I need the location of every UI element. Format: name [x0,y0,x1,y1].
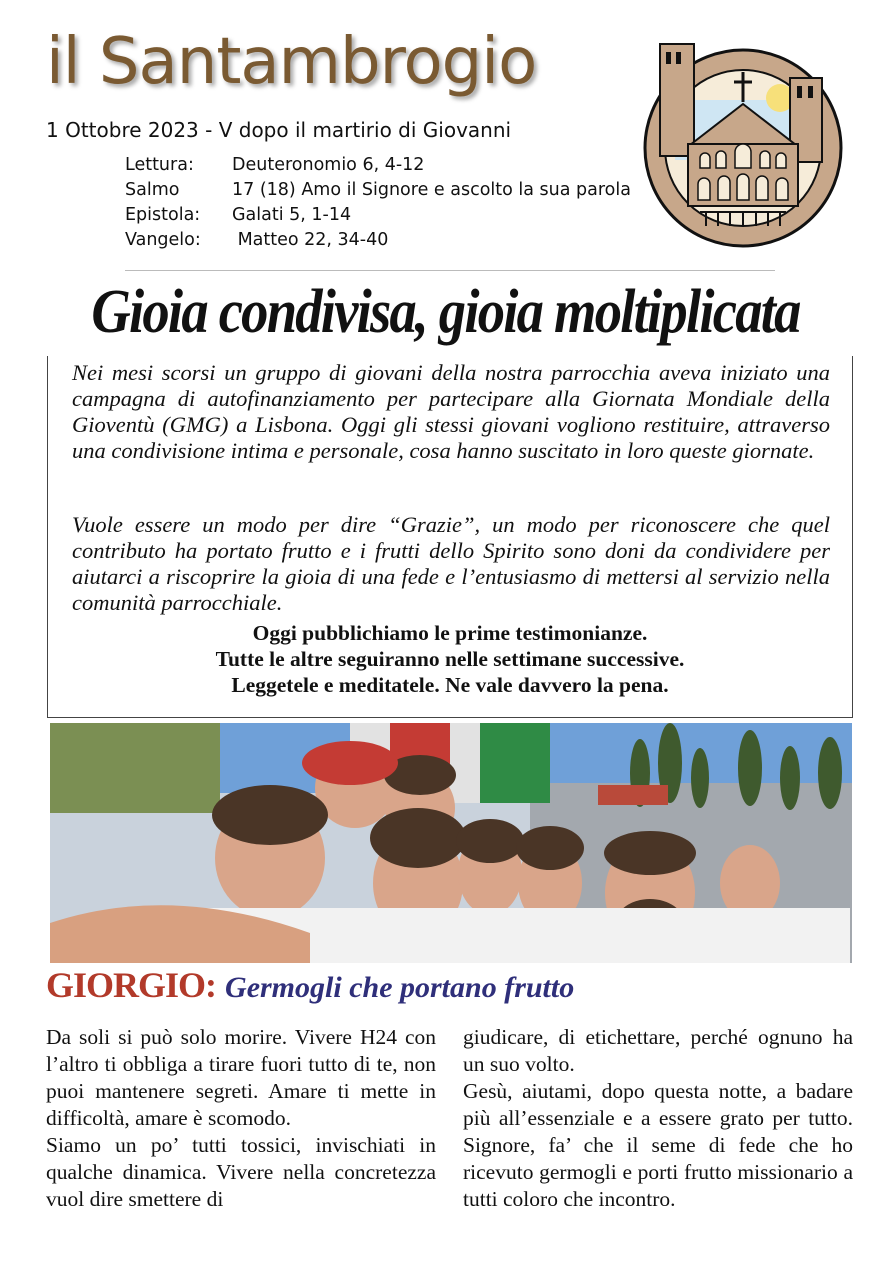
bold-line: Tutte le altre seguiranno nelle settimane successive. [215,647,685,671]
reading-value: Matteo 22, 34-40 [232,229,389,250]
article-paragraph: Gesù, aiutami, dopo questa notte, a badare più all’essenziale e a essere grato per tutto. Signore, fa’ che il seme di fede che ho ricevuto germogli e porti frutto missionario a tutti coloro che incontro. [463,1079,853,1211]
reading-row [125,202,631,227]
title-colon: : [205,965,218,1005]
intro-paragraph: Vuole essere un modo per dire “Grazie”, un modo per riconoscere che quel contributo ha portato frutto e i frutti dello Spirito sono doni da condividere per aiutarci a riscoprire la gioia di una fede e l’entusiasmo di mettersi al servizio nella comunità parrocchiale. [72,512,830,615]
divider [125,270,775,271]
reading-row [125,152,631,177]
bold-line: Oggi pubblichiamo le prime testimonianze. [252,621,648,645]
masthead-title: il Santambrogio [46,25,537,99]
article-column-right [463,1024,853,1213]
reading-row [125,227,631,252]
reading-value: Deuteronomio 6, 4-12 [232,154,425,175]
bold-line: Leggetele e meditatele. Ne vale davvero la pena. [231,673,669,697]
article-paragraph: giudicare, di etichettare, perché ognuno ha un suo volto. [463,1025,853,1076]
article-paragraph: Da soli si può solo morire. Vivere H24 con l’altro ti obbliga a tirare fuori tutto di te, non puoi mantenere segreti. Amare ti mette in difficoltà, amare è scomodo. [46,1025,436,1130]
reading-label: Epistola: [125,204,201,225]
intro-bold-lines [47,620,853,698]
article-title [46,964,574,1006]
article-paragraph: Siamo un po’ tutti tossici, invischiati in qualche dinamica. Vivere nella concretezza vuol dire smettere di [46,1133,436,1211]
readings-list [125,152,631,252]
reading-value: 17 (18) Amo il Signore e ascolto la sua parola [232,179,631,200]
article-subtitle: Germogli che portano frutto [225,971,575,1004]
group-selfie-photo [50,723,852,963]
article-column-left [46,1024,436,1213]
reading-label: Vangelo: [125,229,201,250]
intro-paragraph: Nei mesi scorsi un gruppo di giovani della nostra parrocchia aveva iniziato una campagna di autofinanziamento per partecipare alla Giornata Mondiale della Gioventù (GMG) a Lisbona. Oggi gli stessi giovani vogliono restituire, attraverso una condivisione intima e personale, cosa hanno suscitato in loro queste giornate. [72,360,830,463]
headline: Gioia condivisa, gioia moltiplicata [91,278,800,346]
church-logo-icon [640,40,846,252]
author-name: GIORGIO [46,965,206,1005]
reading-row [125,177,631,202]
reading-label: Salmo [125,179,180,200]
reading-value: Galati 5, 1-14 [232,204,352,225]
reading-label: Lettura: [125,154,194,175]
dateline: 1 Ottobre 2023 - V dopo il martirio di Giovanni [46,118,512,142]
